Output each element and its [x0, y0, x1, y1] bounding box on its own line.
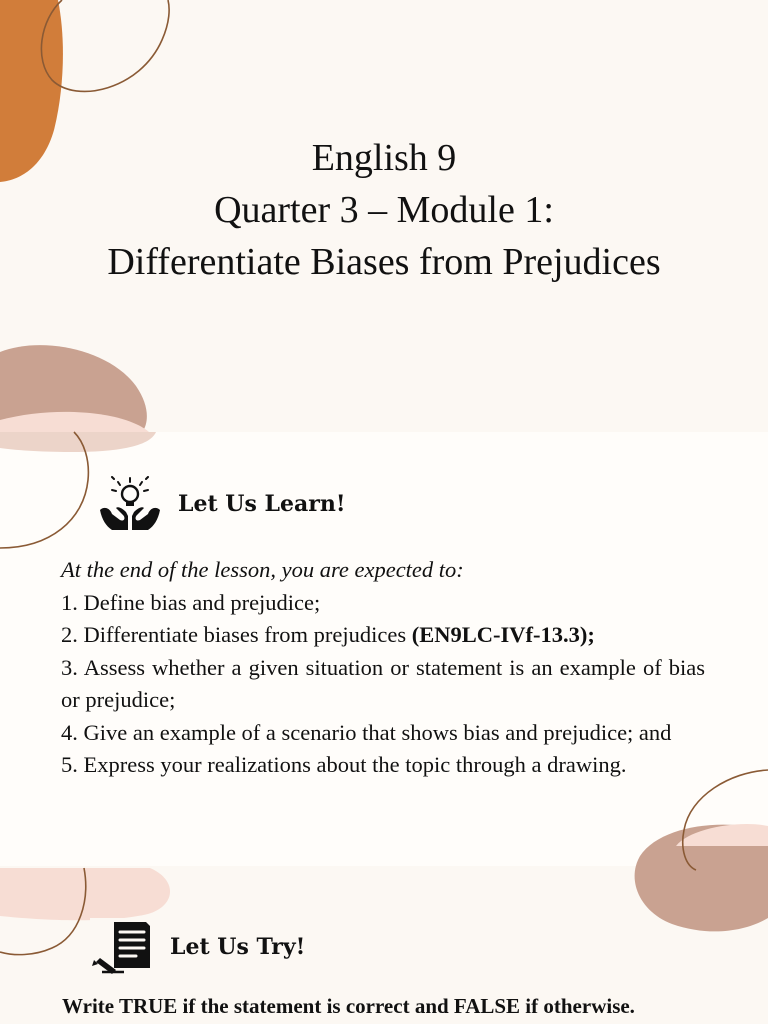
learning-objectives — [61, 554, 705, 782]
objective-item-5: 5. Express your realizations about the topic through a drawing. — [61, 752, 627, 777]
title-subject: English 9 — [311, 137, 457, 179]
learn-heading: Let Us Learn! — [178, 491, 346, 517]
objective-item-3: 3. Assess whether a given situation or statement is an example of bias or prejudice; — [61, 654, 705, 712]
lightbulb-hands-icon — [96, 476, 164, 532]
competency-code: (EN9LC-IVf-13.3); — [411, 622, 595, 647]
page-title — [0, 132, 768, 288]
objective-2-text: 2. Differentiate biases from prejudices — [61, 622, 412, 647]
title-topic: Differentiate Biases from Prejudices — [107, 241, 661, 283]
try-heading: Let Us Try! — [170, 934, 306, 960]
try-section-header — [90, 918, 305, 976]
objective-item-1: 1. Define bias and prejudice; — [61, 589, 321, 615]
objective-item-2 — [61, 619, 705, 652]
objectives-intro: At the end of the lesson, you are expected to: — [61, 557, 464, 582]
document-pen-icon — [90, 918, 156, 976]
learn-section-header — [96, 476, 345, 532]
try-instruction: Write TRUE if the statement is correct and FALSE if otherwise. — [62, 994, 635, 1018]
title-quarter-module: Quarter 3 – Module 1: — [214, 189, 554, 231]
objective-item-4: 4. Give an example of a scenario that shows bias and prejudice; and — [61, 719, 672, 745]
